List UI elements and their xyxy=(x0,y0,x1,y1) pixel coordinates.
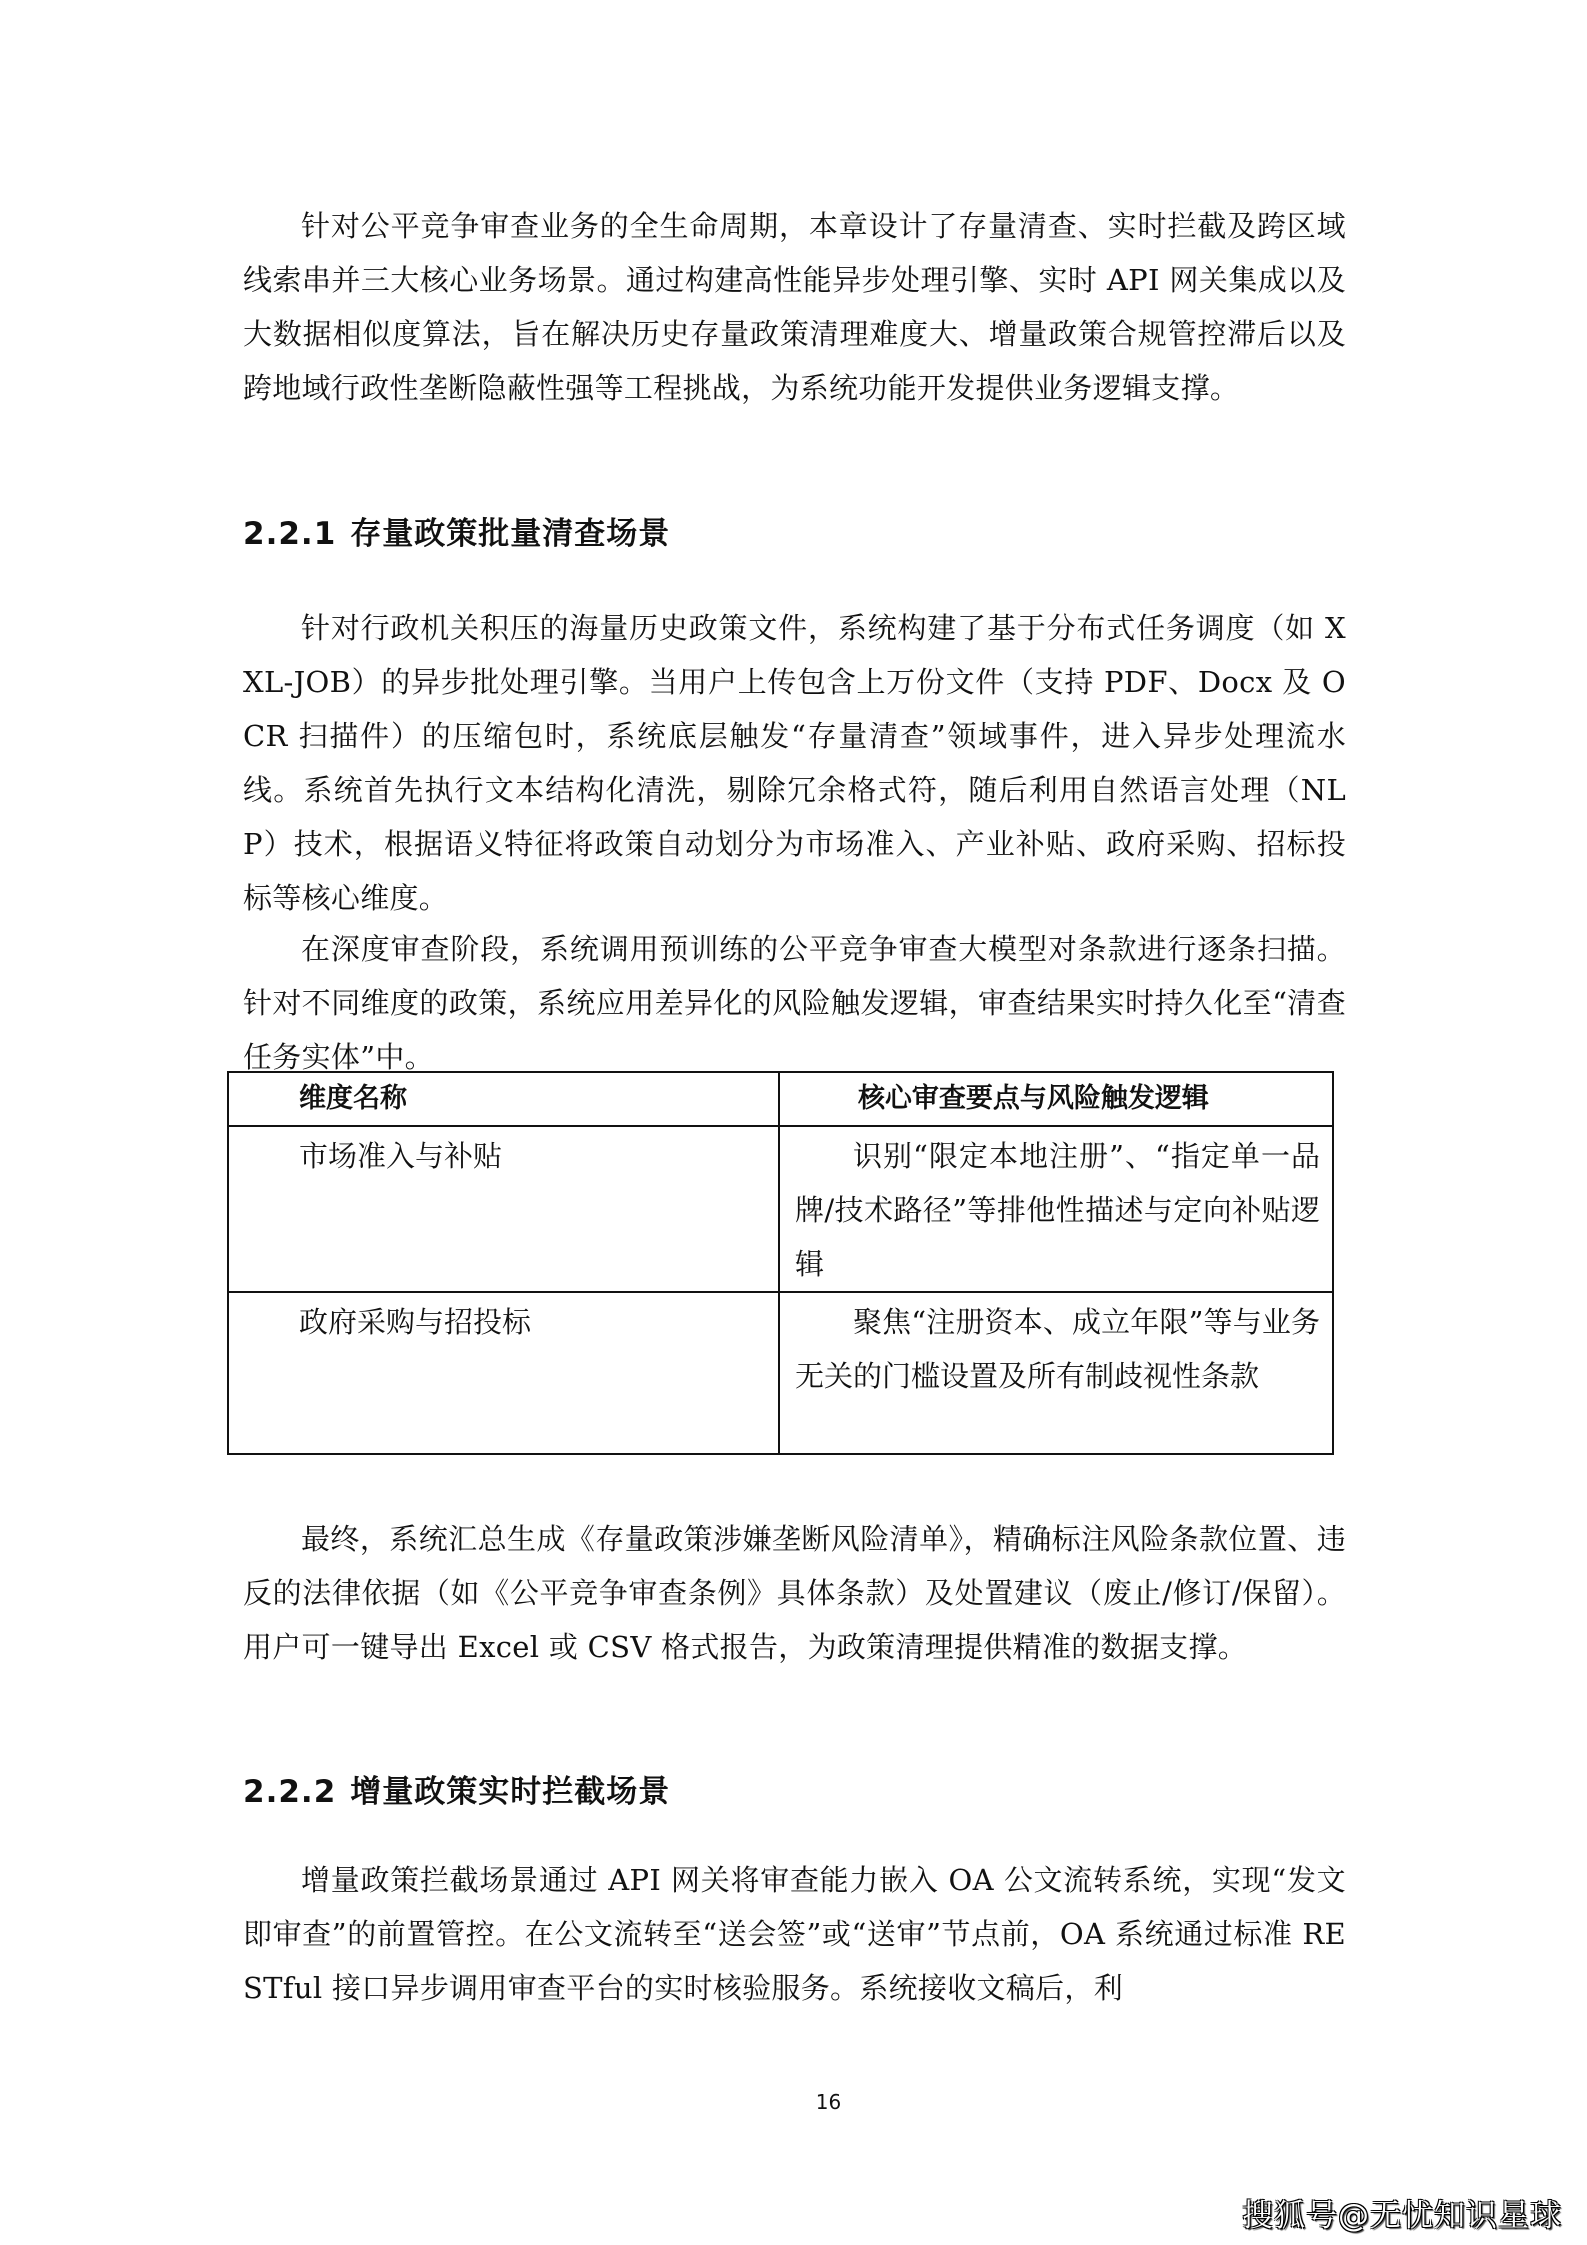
body-paragraph: 针对行政机关积压的海量历史政策文件，系统构建了基于分布式任务调度（如 XXL-JOB）的异步批处理引擎。当用户上传包含上万份文件（支持 PDF、Docx 及 OCR 扫描件）的压缩包时，系统底层触发“存量清查”领域事件，进入异步处理流水线。系统首先执行文本结构化清洗，剔除冗余格式符，随后利用自然语言处理（NLP）技术，根据语义特征将政策自动划分为市场准入、产业补贴、政府采购、招标投标等核心维度。 xyxy=(243,611,1346,915)
section-2-2-1-paragraph-2 xyxy=(243,922,1346,1084)
section-2-2-1-paragraph-1 xyxy=(243,601,1346,925)
section-2-2-1-heading xyxy=(243,514,1346,554)
section-2-2-2-heading xyxy=(243,1772,1346,1812)
table-header-cell xyxy=(779,1072,1333,1126)
watermark: 搜狐号@无忧知识星球 xyxy=(1242,2198,1562,2234)
dimension-review-table xyxy=(227,1071,1334,1455)
table-cell xyxy=(779,1292,1333,1454)
body-paragraph: 在深度审查阶段，系统调用预训练的公平竞争审查大模型对条款进行逐条扫描。针对不同维度的政策，系统应用差异化的风险触发逻辑，审查结果实时持久化至“清查任务实体”中。 xyxy=(243,932,1346,1074)
section-title: 增量政策实时拦截场景 xyxy=(350,1774,671,1810)
review-logic: 识别“限定本地注册”、“指定单一品牌/技术路径”等排他性描述与定向补贴逻辑 xyxy=(794,1139,1320,1281)
body-paragraph: 增量政策拦截场景通过 API 网关将审查能力嵌入 OA 公文流转系统，实现“发文即审查”的前置管控。在公文流转至“送会签”或“送审”节点前，OA 系统通过标准 RESTful 接口异步调用审查平台的实时核验服务。系统接收文稿后，利 xyxy=(243,1863,1346,2005)
table-cell xyxy=(228,1292,779,1454)
table-cell xyxy=(228,1126,779,1292)
page-number: 16 xyxy=(815,2090,842,2114)
section-number: 2.2.2 xyxy=(243,1774,337,1810)
table-header-cell xyxy=(228,1072,779,1126)
intro-paragraph: 针对公平竞争审查业务的全生命周期，本章设计了存量清查、实时拦截及跨区域线索串并三大核心业务场景。通过构建高性能异步处理引擎、实时 API 网关集成以及大数据相似度算法，旨在解决历史存量政策清理难度大、增量政策合规管控滞后以及跨地域行政性垄断隐蔽性强等工程挑战，为系统功能开发提供业务逻辑支撑。 xyxy=(243,209,1346,405)
intro-section xyxy=(243,199,1346,415)
body-paragraph: 最终，系统汇总生成《存量政策涉嫌垄断风险清单》，精确标注风险条款位置、违反的法律依据（如《公平竞争审查条例》具体条款）及处置建议（废止/修订/保留）。用户可一键导出 Excel 或 CSV 格式报告，为政策清理提供精准的数据支撑。 xyxy=(243,1522,1346,1664)
dimension-name: 市场准入与补贴 xyxy=(299,1139,503,1173)
section-title: 存量政策批量清查场景 xyxy=(350,516,671,552)
section-2-2-1-closing xyxy=(243,1512,1346,1674)
dimension-name: 政府采购与招投标 xyxy=(299,1305,532,1339)
section-2-2-2-paragraph-1 xyxy=(243,1853,1346,2015)
header-review-logic: 核心审查要点与风险触发逻辑 xyxy=(857,1083,1209,1114)
review-logic: 聚焦“注册资本、成立年限”等与业务无关的门槛设置及所有制歧视性条款 xyxy=(794,1305,1320,1393)
header-dimension-name: 维度名称 xyxy=(299,1083,407,1114)
table-header-row xyxy=(228,1072,1333,1126)
table-row xyxy=(228,1292,1333,1454)
table-row xyxy=(228,1126,1333,1292)
section-number: 2.2.1 xyxy=(243,516,337,552)
section-heading xyxy=(243,514,1346,554)
section-heading xyxy=(243,1772,1346,1812)
table-cell xyxy=(779,1126,1333,1292)
